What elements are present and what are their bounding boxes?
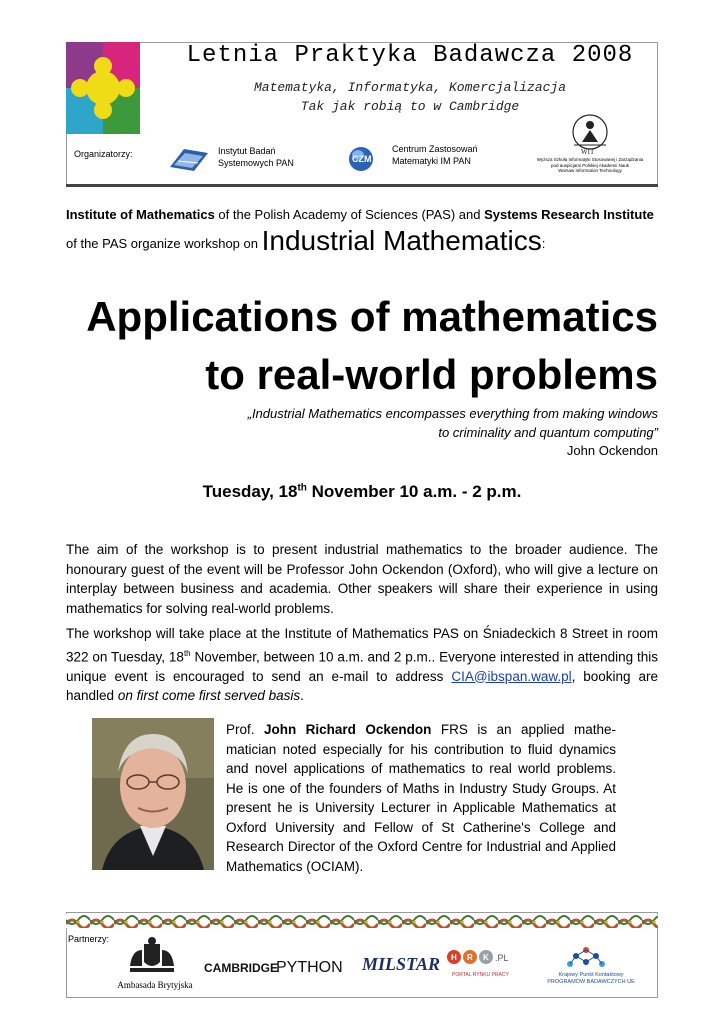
ibs-pan-logo [168,145,210,173]
british-embassy-name: Ambasada Brytyjska [117,980,193,990]
speaker-portrait [92,718,214,870]
quote-author: John Ockendon [566,443,658,458]
ibs-pan-name: Instytut Badań Systemowych PAN [218,146,294,168]
svg-text:H: H [451,953,457,962]
intro-highlight: Industrial Mathematics [261,225,542,256]
quote: „Industrial Mathematics encompasses everything from making windows to criminality and quantum computing” [247,406,658,440]
puzzle-logo [66,42,140,134]
header-title: Letnia Praktyka Badawcza 2008 [186,42,634,69]
wit-name: Wyższa Szkoła Informatyki Stosowanej i Zarządzania pod auspicjami Polskiej Akademii Nauk Warsaw Information Technology [536,157,644,173]
email-link[interactable]: CIA@ibspan.waw.pl [451,668,572,684]
svg-text:WIT: WIT [581,148,595,156]
speaker-bio: Prof. John Richard Ockendon FRS is an applied mathe-matician noted especially for his contribution to fluid dynamics and novel applications of mathematics to real world problems. He is one of the founders of Maths in Industry Study Groups. At present he is University Lecturer in Applicable Mathematics at Oxford University and Fellow of St Catherine's College and Research Director of the Oxford Centre for Industrial and Applied Mathematics (OCIAM). [226,722,616,874]
svg-text:PYTHON: PYTHON [276,959,343,976]
svg-text:PORTAL RYNKU PRACY: PORTAL RYNKU PRACY [452,972,509,978]
cambridge-python-logo [204,954,344,978]
svg-text:.PL: .PL [495,953,509,963]
milstar-logo: MILSTAR [362,954,441,974]
header-subtitle-2: Tak jak robią to w Cambridge [300,99,520,114]
kpk-name: Krajowy Punkt Kontaktowy PROGRAMÓW BADAWCZYCH UE [547,972,635,985]
main-title: Applications of mathematics to real-world problems [86,293,658,398]
event-date: Tuesday, 18th November 10 a.m. - 2 p.m. [202,482,522,501]
hrk-logo [446,948,518,980]
kpk-logo [556,944,616,974]
workshop-description: The aim of the workshop is to present industrial mathematics to the broader audience. The honourary guest of the event will be Professor John Ockendon (Oxford), who will give a lecture on interplay between business and academia. Other speakers will share their experience in using mathematics for solving real-world problems. [66,542,658,616]
svg-text:K: K [483,953,489,962]
organizers-label: Organizatorzy: [74,149,133,159]
speaker-name: John Richard Ockendon [263,722,432,737]
czm-name: Centrum Zastosowań Matematyki IM PAN [392,144,478,166]
header-divider [66,184,658,187]
svg-text:CZM: CZM [352,154,372,164]
decorative-stripe [66,914,658,928]
workshop-location: The workshop will take place at the Institute of Mathematics PAS on Śniadeckich 8 Street in room 322 on Tuesday, 18th November, between 10 a.m. and 2 p.m.. Everyone interested in attending this unique event is encouraged to send an e-mail to address CIA@ibspan.waw.pl, booking are handled on first come first served basis. [66,626,658,703]
svg-text:CAMBRIDGE: CAMBRIDGE [204,961,278,975]
header-subtitle-1: Matematyka, Informatyka, Komercjalizacja [253,80,567,95]
svg-text:R: R [467,953,473,962]
british-embassy-crest [122,936,182,978]
intro-paragraph: Institute of Mathematics of the Polish Academy of Sciences (PAS) and Systems Research Institute of the PAS organize workshop on Industrial Mathematics: [66,207,654,256]
partners-label: Partnerzy: [68,934,110,944]
czm-logo [348,146,382,172]
wit-logo [560,112,620,156]
